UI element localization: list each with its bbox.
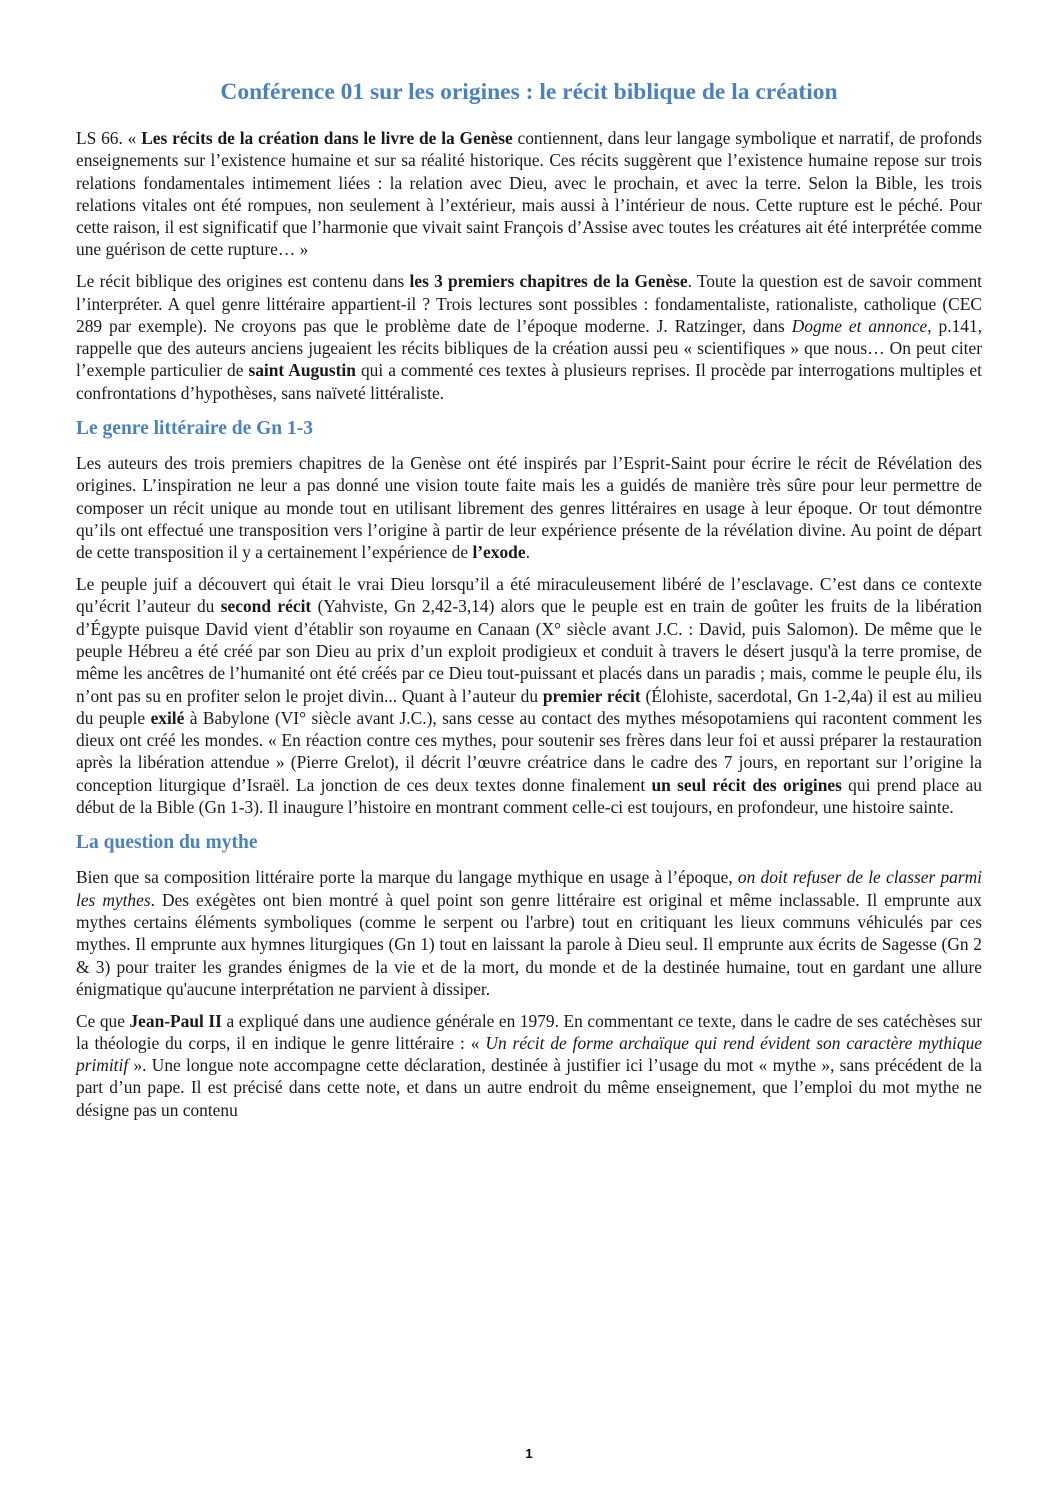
document-body — [76, 127, 982, 1131]
section-heading-genre: Le genre littéraire de Gn 1-3 — [76, 418, 314, 440]
paragraph-origins: Le récit biblique des origines est contenu dans les 3 premiers chapitres de la Genèse. Toute la question est de savoir comment l’interpréter. A quel genre littéraire appartient-il ? Trois lectures sont possibles : fondamentaliste, rationaliste, catholique (CEC 289 par exemple). Ne croyons pas que le problème date de l’époque moderne. J. Ratzinger, dans Dogme et annonce, p.141, rappelle que des auteurs anciens jugeaient les récits bibliques de la création aussi peu « scientifiques » que nous… On peut citer l’exemple particulier de saint Augustin qui a commenté ces textes à plusieurs reprises. Il procède par interrogations multiples et confrontations d’hypothèses, sans naïveté littéraliste. — [76, 271, 983, 403]
paragraph-john-paul: Ce que Jean-Paul II a expliqué dans une audience générale en 1979. En commentant ce texte, dans le cadre de ses catéchèses sur la théologie du corps, il en indique le genre littéraire : « Un récit de forme archaïque qui rend évident son caractère mythique primitif ». Une longue note accompagne cette déclaration, destinée à justifier ici l’usage du mot « mythe », sans précédent de la part d’un pape. Il est précisé dans cette note, et dans un autre endroit du même enseignement, que l’emploi du mot mythe ne désigne pas un contenu — [76, 1010, 982, 1120]
paragraph-ls66: LS 66. « Les récits de la création dans le livre de la Genèse contiennent, dans leur langage symbolique et narratif, de profonds enseignements sur l’existence humaine et sur sa réalité historique. Ces récits suggèrent que l’existence humaine repose sur trois relations fondamentales intimement liées : la relation avec Dieu, avec le prochain, et avec la terre. Selon la Bible, les trois relations vitales ont été rompues, non seulement à l’extérieur, mais aussi à l’intérieur de nous. Cette rupture est le péché. Pour cette raison, il est significatif que l’harmonie que vivait saint François d’Assise avec toutes les créatures ait été interprétée comme une guérison de cette rupture… » — [76, 128, 982, 260]
paragraph-mythic-language: Bien que sa composition littéraire porte la marque du langage mythique en usage à l’époque, on doit refuser de le classer parmi les mythes. Des exégètes ont bien montré à quel point son genre littéraire est original et même inclassable. Il emprunte aux mythes certains éléments symboliques (comme le serpent ou l'arbre) tout en critiquant les lieux communs véhiculés par ces mythes. Il emprunte aux hymnes liturgiques (Gn 1) tout en laissant la parole à Dieu seul. Il emprunte aux écrits de Sagesse (Gn 2 & 3) pour traiter les grandes énigmes de la vie et de la mort, du monde et de la destinée humaine, tout en gardant une allure énigmatique qu'aucune interprétation ne parvient à dissiper. — [76, 867, 983, 999]
page-title: Conférence 01 sur les origines : le récit biblique de la création — [220, 79, 838, 105]
paragraph-jewish-people: Le peuple juif a découvert qui était le vrai Dieu lorsqu’il a été miraculeusement libéré de l’esclavage. C’est dans ce contexte qu’écrit l’auteur du second récit (Yahviste, Gn 2,42-3,14) alors que le peuple est en train de goûter les fruits de la libération d’Égypte puisque David vient d’établir son royaume en Canaan (X° siècle avant J.C. : David, puis Salomon). De même que le peuple Hébreu a été créé par son Dieu au prix d’un exploit prodigieux et conduit à travers le désert jusqu'à la terre promise, de même les ancêtres de l’humanité ont été créés par ce Dieu tout-puissant et placés dans un paradis ; mais, comme le peuple élu, ils n’ont pas su en profiter selon le projet divin... Quant à l’auteur du premier récit (Élohiste, sacerdotal, Gn 1-2,4a) il est au milieu du peuple exilé à Babylone (VI° siècle avant J.C.), sans cesse au contact des mythes mésopotamiens qui racontent comment les dieux ont créé les mondes. « En réaction contre ces mythes, pour soutenir ses frères dans leur foi et aussi préparer la restauration après la libération attendue » (Pierre Grelot), il décrit l’œuvre créatrice dans le cadre des 7 jours, en reportant sur l’origine la conception liturgique d’Israël. La jonction de ces deux textes donne finalement un seul récit des origines qui prend place au début de la Bible (Gn 1-3). Il inaugure l’histoire en montrant comment celle-ci est toujours, en profondeur, une histoire sainte. — [76, 574, 982, 818]
page-number: 1 — [525, 1446, 533, 1461]
section-heading-myth: La question du mythe — [76, 832, 258, 854]
paragraph-inspiration: Les auteurs des trois premiers chapitres de la Genèse ont été inspirés par l’Esprit-Saint pour écrire le récit de Révélation des origines. L’inspiration ne leur a pas donné une vision toute faite mais les a guidés de manière très sûre pour leur permettre de composer un récit unique au monde tout en utilisant librement des genres littéraires en usage à leur époque. Or tout démontre qu’ils ont effectué une transposition vers l’origine à partir de leur expérience présente de la révélation divine. Au point de départ de cette transposition il y a certainement l’expérience de l’exode. — [76, 453, 982, 563]
